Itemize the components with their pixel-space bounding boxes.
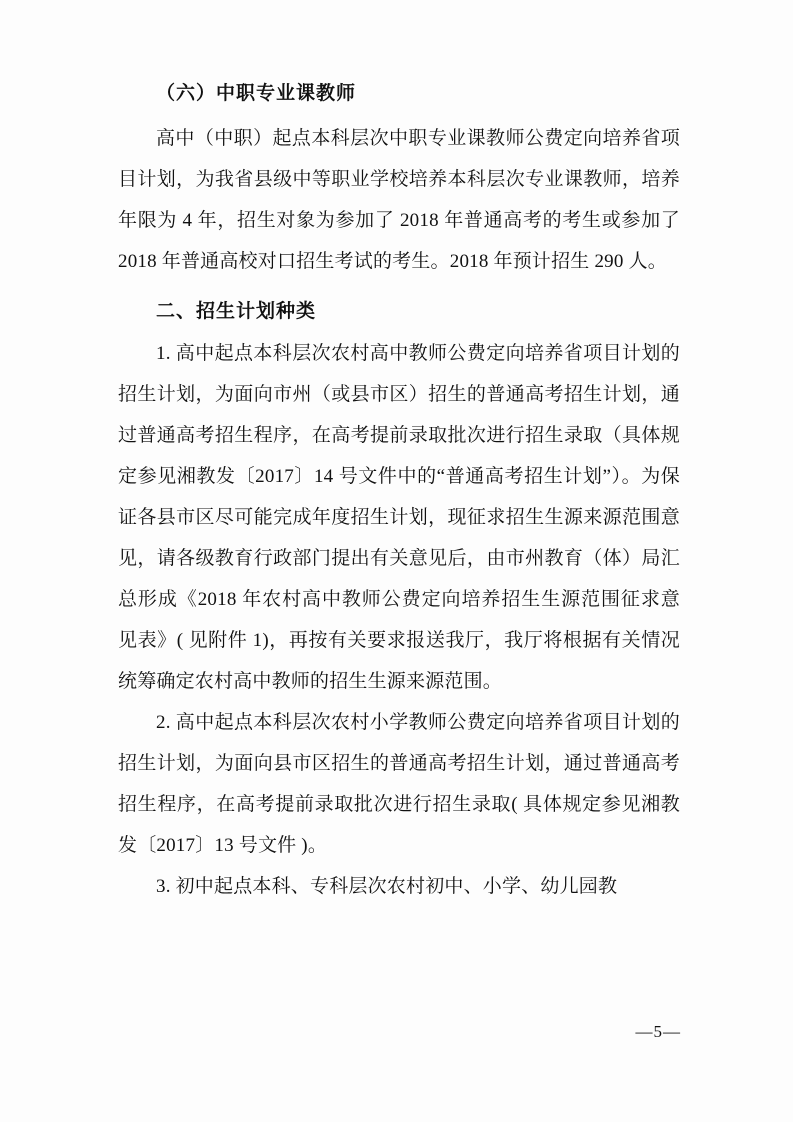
- paragraph-item-2: 2. 高中起点本科层次农村小学教师公费定向培养省项目计划的招生计划，为面向县市区招生的普通高考招生计划，通过普通高考招生程序，在高考提前录取批次进行招生录取( 具体规定参见湘教发〔2017〕13 号文件 )。: [118, 711, 680, 856]
- paragraph-item-3: 3. 初中起点本科、专科层次农村初中、小学、幼儿园教: [156, 875, 618, 897]
- page-number: —5—: [635, 1022, 681, 1041]
- paragraph-intro: 高中（中职）起点本科层次中职专业课教师公费定向培养省项目计划，为我省县级中等职业学校培养本科层次专业课教师，培养年限为 4 年，招生对象为参加了 2018 年普通高考的考生或参加了 2018 年普通高校对口招生考试的考生。2018 年预计招生 290 人。: [118, 128, 680, 273]
- document-body: [118, 78, 680, 907]
- section-heading: （六）中职专业课教师: [156, 82, 357, 104]
- paragraph-item-1: 1. 高中起点本科层次农村高中教师公费定向培养省项目计划的招生计划，为面向市州（或县市区）招生的普通高考招生计划，通过普通高考招生程序，在高考提前录取批次进行招生录取（具体规定参见湘教发〔2017〕14 号文件中的“普通高考招生计划”）。为保证各县市区尽可能完成年度招生计划，现征求招生生源来源范围意见，请各级教育行政部门提出有关意见后，由市州教育（体）局汇总形成《2018 年农村高中教师公费定向培养招生生源范围征求意见表》( 见附件 1)，再按有关要求报送我厅，我厅将根据有关情况统筹确定农村高中教师的招生生源来源范围。: [118, 342, 680, 692]
- subsection-heading: 二、招生计划种类: [156, 300, 317, 323]
